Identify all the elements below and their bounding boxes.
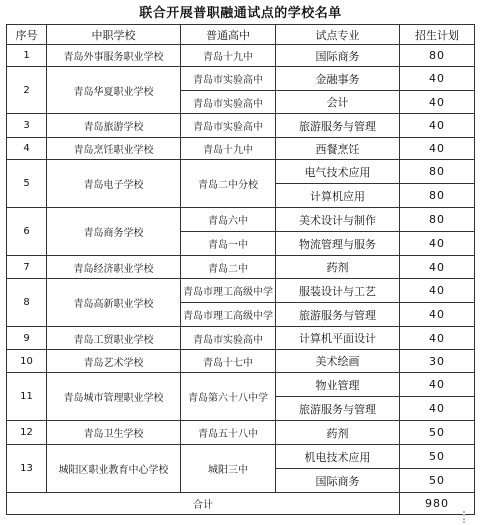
school-list-table bbox=[6, 24, 475, 515]
vocational-school: 青岛工贸职业学校 bbox=[47, 327, 181, 350]
vocational-school: 青岛旅游学校 bbox=[47, 114, 181, 138]
plan: 80 bbox=[400, 160, 475, 184]
row-no: 7 bbox=[7, 256, 47, 279]
high-school: 青岛市理工高级中学 bbox=[181, 279, 276, 303]
high-school: 青岛市理工高级中学 bbox=[181, 303, 276, 327]
high-school: 青岛第六十八中学 bbox=[181, 373, 276, 421]
vocational-school: 青岛电子学校 bbox=[47, 160, 181, 208]
plan: 50 bbox=[400, 421, 475, 445]
row-no: 9 bbox=[7, 327, 47, 350]
program: 美术绘画 bbox=[276, 350, 400, 373]
program: 会计 bbox=[276, 91, 400, 114]
table-row bbox=[7, 45, 475, 67]
plan: 40 bbox=[400, 279, 475, 303]
table-row bbox=[7, 350, 475, 373]
total-row bbox=[7, 493, 475, 515]
program: 计算机应用 bbox=[276, 184, 400, 208]
program: 药剂 bbox=[276, 256, 400, 279]
plan: 40 bbox=[400, 232, 475, 256]
row-no: 6 bbox=[7, 208, 47, 256]
plan: 40 bbox=[400, 67, 475, 91]
plan: 40 bbox=[400, 114, 475, 138]
vocational-school: 青岛艺术学校 bbox=[47, 350, 181, 373]
high-school: 青岛二中分校 bbox=[181, 160, 276, 208]
plan: 40 bbox=[400, 303, 475, 327]
plan: 50 bbox=[400, 469, 475, 493]
row-no: 2 bbox=[7, 67, 47, 114]
header-program: 试点专业 bbox=[276, 25, 400, 45]
row-no: 8 bbox=[7, 279, 47, 327]
table-row bbox=[7, 138, 475, 160]
high-school: 青岛市实验高中 bbox=[181, 327, 276, 350]
high-school: 青岛二中 bbox=[181, 256, 276, 279]
table-row bbox=[7, 67, 475, 91]
table-row bbox=[7, 160, 475, 184]
table-row bbox=[7, 327, 475, 350]
vocational-school: 青岛外事服务职业学校 bbox=[47, 45, 181, 67]
high-school: 青岛十九中 bbox=[181, 45, 276, 67]
plan: 30 bbox=[400, 350, 475, 373]
header-plan: 招生计划 bbox=[400, 25, 475, 45]
high-school: 青岛市实验高中 bbox=[181, 114, 276, 138]
program: 服装设计与工艺 bbox=[276, 279, 400, 303]
vocational-school: 青岛华夏职业学校 bbox=[47, 67, 181, 114]
vocational-school: 青岛烹饪职业学校 bbox=[47, 138, 181, 160]
header-row bbox=[7, 25, 475, 45]
program: 国际商务 bbox=[276, 45, 400, 67]
vocational-school: 城阳区职业教育中心学校 bbox=[47, 445, 181, 493]
row-no: 3 bbox=[7, 114, 47, 138]
total-value: 980 bbox=[400, 493, 475, 515]
table-row bbox=[7, 114, 475, 138]
vocational-school: 青岛高新职业学校 bbox=[47, 279, 181, 327]
program: 药剂 bbox=[276, 421, 400, 445]
header-high-school: 普通高中 bbox=[181, 25, 276, 45]
vocational-school: 青岛城市管理职业学校 bbox=[47, 373, 181, 421]
program: 国际商务 bbox=[276, 469, 400, 493]
plan: 50 bbox=[400, 445, 475, 469]
table-row bbox=[7, 373, 475, 397]
high-school: 城阳三中 bbox=[181, 445, 276, 493]
program: 物业管理 bbox=[276, 373, 400, 397]
program: 旅游服务与管理 bbox=[276, 114, 400, 138]
high-school: 青岛五十八中 bbox=[181, 421, 276, 445]
high-school: 青岛市实验高中 bbox=[181, 91, 276, 114]
vocational-school: 青岛商务学校 bbox=[47, 208, 181, 256]
high-school: 青岛一中 bbox=[181, 232, 276, 256]
vocational-school: 青岛卫生学校 bbox=[47, 421, 181, 445]
plan: 40 bbox=[400, 327, 475, 350]
plan: 40 bbox=[400, 138, 475, 160]
program: 美术设计与制作 bbox=[276, 208, 400, 232]
plan: 40 bbox=[400, 397, 475, 421]
table-row bbox=[7, 256, 475, 279]
program: 旅游服务与管理 bbox=[276, 397, 400, 421]
document-title: 联合开展普职融通试点的学校名单 bbox=[139, 6, 342, 21]
table-row bbox=[7, 421, 475, 445]
row-no: 12 bbox=[7, 421, 47, 445]
program: 旅游服务与管理 bbox=[276, 303, 400, 327]
program: 机电技术应用 bbox=[276, 445, 400, 469]
table-row bbox=[7, 445, 475, 469]
row-no: 4 bbox=[7, 138, 47, 160]
high-school: 青岛十九中 bbox=[181, 138, 276, 160]
program: 金融事务 bbox=[276, 67, 400, 91]
high-school: 青岛十七中 bbox=[181, 350, 276, 373]
plan: 80 bbox=[400, 45, 475, 67]
table-row bbox=[7, 208, 475, 232]
row-no: 1 bbox=[7, 45, 47, 67]
high-school: 青岛六中 bbox=[181, 208, 276, 232]
header-no: 序号 bbox=[7, 25, 47, 45]
row-no: 13 bbox=[7, 445, 47, 493]
scan-artifact bbox=[463, 511, 475, 523]
table-row bbox=[7, 279, 475, 303]
row-no: 11 bbox=[7, 373, 47, 421]
program: 计算机平面设计 bbox=[276, 327, 400, 350]
total-label: 合计 bbox=[7, 493, 400, 515]
header-vocational: 中职学校 bbox=[47, 25, 181, 45]
plan: 40 bbox=[400, 91, 475, 114]
plan: 80 bbox=[400, 208, 475, 232]
plan: 40 bbox=[400, 256, 475, 279]
high-school: 青岛市实验高中 bbox=[181, 67, 276, 91]
vocational-school: 青岛经济职业学校 bbox=[47, 256, 181, 279]
row-no: 10 bbox=[7, 350, 47, 373]
plan: 80 bbox=[400, 184, 475, 208]
program: 电气技术应用 bbox=[276, 160, 400, 184]
program: 西餐烹饪 bbox=[276, 138, 400, 160]
plan: 40 bbox=[400, 373, 475, 397]
program: 物流管理与服务 bbox=[276, 232, 400, 256]
row-no: 5 bbox=[7, 160, 47, 208]
